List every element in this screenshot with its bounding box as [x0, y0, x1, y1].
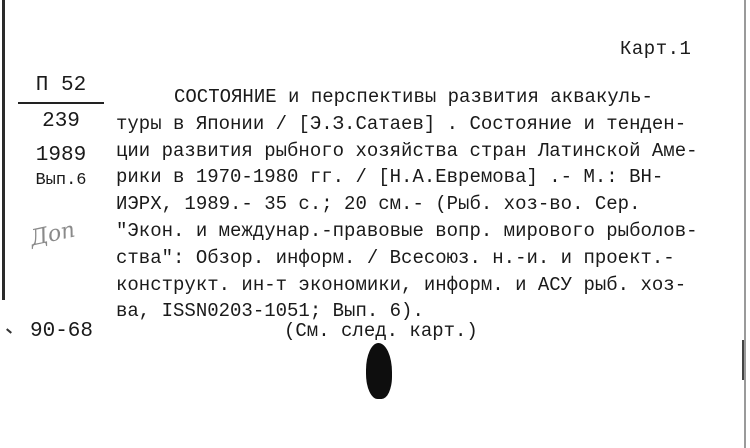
- shelfmark-number: 239: [42, 110, 80, 133]
- entry-line: рики в 1970-1980 гг. / [Н.А.Евремова] .- М.: ВН-: [116, 166, 664, 189]
- shelfmark-top: П 52: [35, 74, 87, 97]
- shelf-code: 90-68: [30, 320, 94, 343]
- bibliographic-entry: [116, 84, 731, 325]
- entry-line: "Экон. и междунар.-правовые вопр. мирового рыболов-: [116, 219, 698, 242]
- card-left-edge: [2, 0, 5, 300]
- entry-line: ИЭРХ, 1989.- 35 с.; 20 см.- (Рыб. хоз-во. Сер.: [116, 193, 641, 216]
- ink-blot: [366, 343, 392, 399]
- entry-line: ства": Обзор. информ. / Всесоюз. н.-и. и проект.-: [116, 246, 675, 269]
- card-number: Карт.1: [620, 38, 692, 60]
- entry-line: СОСТОЯНИЕ и перспективы развития аквакуль-: [174, 86, 653, 108]
- shelfmark-divider: [18, 102, 104, 104]
- card-right-edge-mark: [742, 340, 744, 380]
- card-right-edge: [744, 0, 746, 448]
- shelfmark-year: 1989: [35, 144, 87, 167]
- see-next-card: (См. след. карт.): [284, 320, 478, 342]
- entry-line: ва, ISSN0203-1051; Вып. 6).: [116, 300, 424, 323]
- shelfmark: [18, 72, 104, 192]
- shelfmark-issue: Вып.6: [35, 171, 87, 190]
- entry-line: ции развития рыбного хозяйства стран Латинской Аме-: [116, 139, 698, 162]
- entry-line: туры в Японии / [Э.З.Сатаев] . Состояние и тенден-: [116, 112, 687, 135]
- left-tick-mark: [6, 328, 12, 333]
- entry-line: конструкт. ин-т экономики, информ. и АСУ рыб. хоз-: [116, 273, 687, 296]
- handwritten-mark: Доп: [27, 217, 78, 252]
